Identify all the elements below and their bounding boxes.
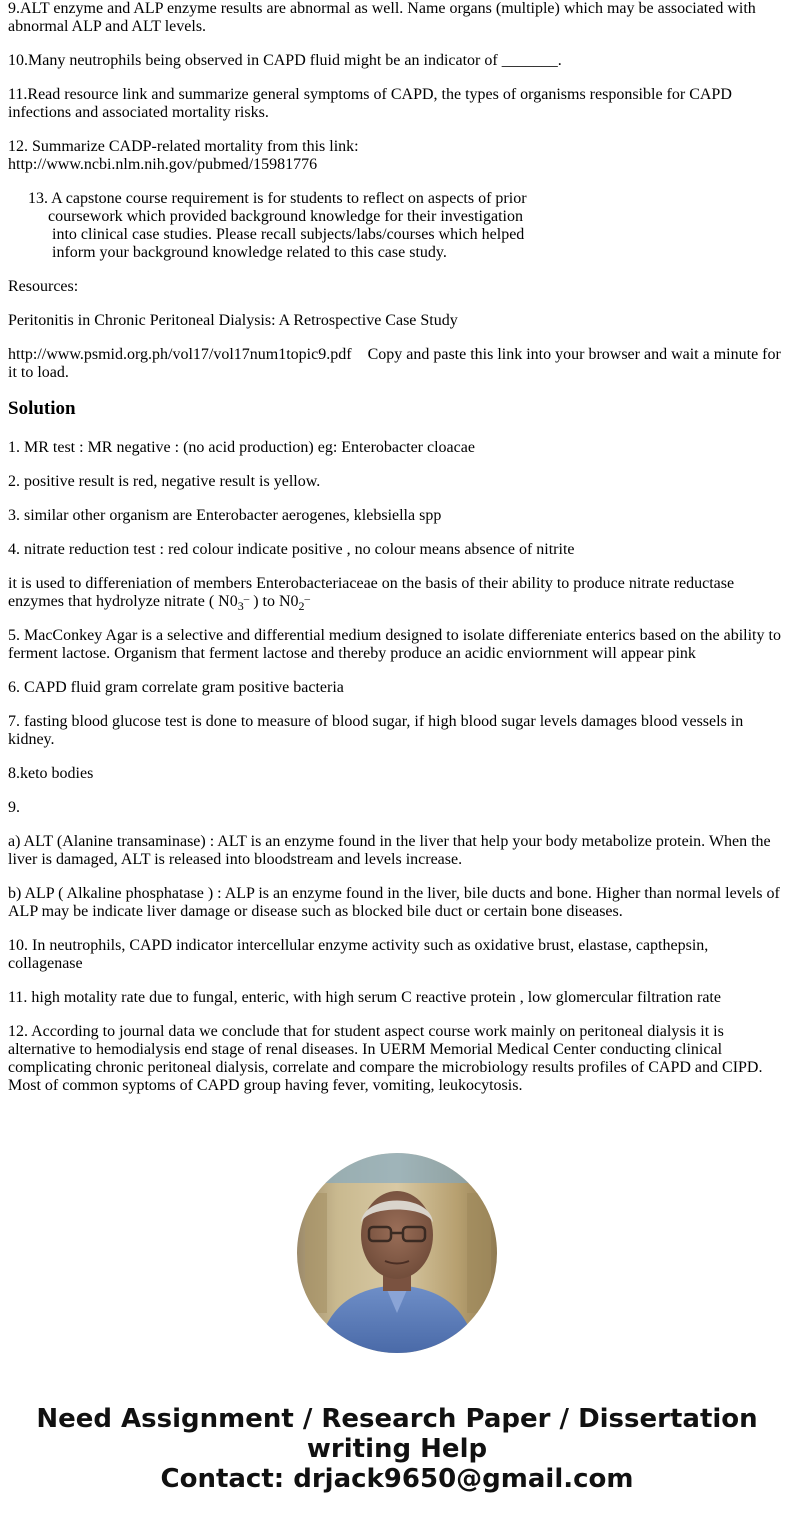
author-photo [297, 1153, 497, 1353]
subscript: 3 [237, 599, 244, 613]
answer-1: 1. MR test : MR negative : (no acid production) eg: Enterobacter cloacae [8, 439, 475, 456]
answer-4-detail [8, 575, 786, 611]
resources-note: Copy and paste this link into your browser and wait a minute for it to load. [8, 346, 781, 381]
subscript: 2 [298, 599, 305, 613]
banner-line: Need Assignment / Research Paper / Dissertation [36, 1404, 758, 1434]
answer-4-detail-text: it is used to differeniation of members Enterobacteriaceae on the basis of their ability to produce nitrate reductase enzymes that hydrolyze nitrate ( N0 [8, 575, 735, 610]
resources-label: Resources: [8, 278, 79, 295]
solution-heading: Solution [8, 398, 76, 419]
question-12 [8, 138, 786, 174]
banner-contact: Contact: drjack9650@gmail.com [160, 1464, 634, 1494]
question-10: 10.Many neutrophils being observed in CAPD fluid might be an indicator of _______. [8, 52, 562, 69]
answer-12: 12. According to journal data we conclude that for student aspect course work mainly on peritoneal dialysis it is alternative to hemodialysis end stage of renal diseases. In UERM Memorial Medical Center conducting clinical complicating chronic peritoneal dialysis, correlate and compare the microbiology results profiles of CAPD and CIPD. Most of common syptoms of CAPD group having fever, vomiting, leukocytosis. [8, 1023, 763, 1094]
resources-title: Peritonitis in Chronic Peritoneal Dialysis: A Retrospective Case Study [8, 312, 458, 329]
question-11: 11.Read resource link and summarize general symptoms of CAPD, the types of organisms responsible for CAPD infections and associated mortality risks. [8, 86, 732, 121]
answer-9a: a) ALT (Alanine transaminase) : ALT is an enzyme found in the liver that help your body metabolize protein. When the liver is damaged, ALT is released into bloodstream and levels increase. [8, 833, 771, 868]
answer-8: 8.keto bodies [8, 765, 94, 782]
question-9: 9.ALT enzyme and ALP enzyme results are abnormal as well. Name organs (multiple) which may be associated with abnormal ALP and ALT levels. [8, 0, 756, 35]
banner-line: writing Help [306, 1434, 488, 1464]
answer-10: 10. In neutrophils, CAPD indicator intercellular enzyme activity such as oxidative brust, elastase, capthepsin, collagenase [8, 937, 709, 972]
resources-link[interactable]: http://www.psmid.org.ph/vol17/vol17num1topic9.pdf [8, 346, 352, 363]
answer-4: 4. nitrate reduction test : red colour indicate positive , no colour means absence of nitrite [8, 541, 575, 558]
answer-3: 3. similar other organism are Enterobacter aerogenes, klebsiella spp [8, 507, 442, 524]
superscript: – [304, 593, 311, 605]
answer-2: 2. positive result is red, negative result is yellow. [8, 473, 321, 490]
question-12-text: 12. Summarize CADP-related mortality from this link: [8, 138, 359, 155]
answer-11: 11. high motality rate due to fungal, enteric, with high serum C reactive protein , low glomercular filtration rate [8, 989, 721, 1006]
question-13-line: coursework which provided background knowledge for their investigation [48, 208, 523, 225]
question-13-line: into clinical case studies. Please recall subjects/labs/courses which helped [52, 226, 525, 243]
answer-7: 7. fasting blood glucose test is done to measure of blood sugar, if high blood sugar levels damages blood vessels in kidney. [8, 713, 744, 748]
question-13-line: 13. A capstone course requirement is for students to reflect on aspects of prior [28, 190, 527, 207]
resources-link-paragraph [8, 346, 786, 382]
author-avatar [297, 1153, 497, 1353]
superscript: – [243, 593, 250, 605]
question-12-link: http://www.ncbi.nlm.nih.gov/pubmed/15981776 [8, 156, 318, 173]
answer-9: 9. [8, 799, 20, 816]
contact-banner [0, 1404, 794, 1494]
question-13-line: inform your background knowledge related to this case study. [52, 244, 447, 261]
answer-5: 5. MacConkey Agar is a selective and differential medium designed to isolate differeniate enterics based on the ability to ferment lactose. Organism that ferment lactose and thereby produce an acidic enviornment will appear pink [8, 627, 781, 662]
document-body [8, 0, 786, 1111]
answer-6: 6. CAPD fluid gram correlate gram positive bacteria [8, 679, 344, 696]
question-13 [8, 190, 786, 262]
answer-9b: b) ALP ( Alkaline phosphatase ) : ALP is an enzyme found in the liver, bile ducts and bone. Higher than normal levels of ALP may be indicate liver damage or disease such as blocked bile duct or certain bone diseases. [8, 885, 780, 920]
answer-4-detail-text: ) to N0 [249, 593, 299, 610]
